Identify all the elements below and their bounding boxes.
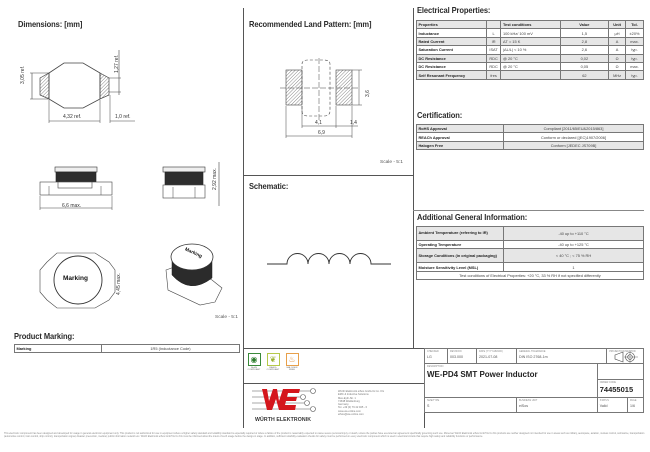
status-value: Valid <box>599 404 608 408</box>
address-line: 74638 Waldenburg <box>338 399 360 403</box>
table-row <box>417 37 644 45</box>
revision-value: 003.000 <box>450 355 463 359</box>
tolerance-label: GENERAL TOLERANCE <box>519 350 546 353</box>
inductor-symbol <box>265 244 395 266</box>
wurth-logo-icon <box>252 386 322 416</box>
product-marking-title: Product Marking: <box>14 332 75 341</box>
globe-icon: ◉ <box>248 353 261 366</box>
cell-symbol: fres <box>486 71 501 79</box>
dimensions-scale: Scale - 5:1 <box>215 315 238 320</box>
schematic-title: Schematic: <box>249 182 289 191</box>
marking-3d-label: Marking <box>183 247 203 260</box>
cell-property: Saturation Current <box>417 46 487 54</box>
address-line: www.we-online.com <box>338 409 361 413</box>
business-unit-label: BUSINESS UNIT <box>519 399 538 402</box>
badge-label: HALOGEN FREE <box>286 367 298 371</box>
certification-table <box>416 124 644 150</box>
status-label: STATUS <box>599 399 609 402</box>
table-row <box>417 249 644 263</box>
table-row <box>417 241 644 249</box>
cell-tol: ±20% <box>626 29 644 37</box>
certification-title: Certification: <box>417 111 463 120</box>
land-total-label: 6,9 <box>318 130 325 136</box>
table-row <box>417 263 644 271</box>
company-logo-text: WÜRTH ELEKTRONIK <box>255 417 312 423</box>
additional-divider <box>413 210 644 211</box>
header-unit: Unit <box>609 21 626 29</box>
table-row <box>417 227 644 241</box>
cell-marking-label: Marking <box>15 345 102 353</box>
size-cell <box>425 398 517 413</box>
checked-cell <box>425 349 448 364</box>
title-block <box>424 348 644 413</box>
table-row <box>417 54 644 62</box>
table-row <box>417 125 644 133</box>
size-label: SIZE/TYPE <box>427 399 440 402</box>
cell-tol: typ. <box>626 71 644 79</box>
cell-value: 2,6 <box>560 46 609 54</box>
cell-tol: max. <box>626 37 644 45</box>
tolerance-cell <box>517 349 607 364</box>
cell-cert-name: REACh Approval <box>417 133 504 141</box>
land-pattern-title: Recommended Land Pattern: [mm] <box>249 20 372 29</box>
tolerance-value: DIN ISO 2768-1m <box>519 355 548 359</box>
header-tol: Tol. <box>626 21 644 29</box>
projection-label: PROJECTION METHOD <box>609 350 636 353</box>
dim-width-max: 4,45 max. <box>116 273 122 295</box>
cell-property: Inductance <box>417 29 487 37</box>
cell-symbol: L <box>486 29 501 37</box>
cell-tol: typ. <box>626 54 644 62</box>
dimensions-title: Dimensions: [mm] <box>18 20 83 29</box>
cell-unit: Ω <box>609 54 626 62</box>
address-line: Tel. +49 (0) 79 42 945 - 0 <box>338 406 368 410</box>
checked-label: CHECKED <box>427 350 439 353</box>
date-cell <box>477 349 517 364</box>
compliance-badges <box>246 353 300 371</box>
cell-info-name: Moisture Sensitivity Level (MSL) <box>417 263 504 271</box>
address-line: eiSos@we-online.com <box>338 413 364 417</box>
order-code-cell <box>597 380 643 398</box>
cell-value: 1,5 <box>560 29 609 37</box>
cell-tol: typ. <box>626 46 644 54</box>
size-value: S <box>427 404 430 408</box>
table-footnote-row <box>417 271 644 279</box>
cell-value: 2,8 <box>560 37 609 45</box>
order-code-label: ORDER CODE <box>599 381 616 384</box>
cell-marking-value: 1R5 (Inductance Code) <box>102 345 240 353</box>
revision-label: REVISION <box>450 350 462 353</box>
additional-table <box>416 226 644 280</box>
cell-unit: µH <box>609 29 626 37</box>
badge-label: REACh COMPLIANT <box>266 367 280 371</box>
table-header-row <box>417 21 644 29</box>
leaf-icon: ❦ <box>267 353 280 366</box>
cell-unit: A <box>609 46 626 54</box>
divider-right <box>413 8 414 348</box>
land-pattern-drawing <box>280 58 370 143</box>
cell-info-value: 1 <box>504 263 644 271</box>
electrical-title: Electrical Properties: <box>417 6 491 15</box>
description-value: WE-PD4 SMT Power Inductor <box>427 370 538 379</box>
header-properties: Properties <box>417 21 487 29</box>
cell-property: Rated Current <box>417 37 487 45</box>
table-row <box>417 29 644 37</box>
cell-symbol: ISAT <box>486 46 501 54</box>
header-test-conditions: Test conditions <box>501 21 560 29</box>
divider-schematic-top <box>243 175 414 176</box>
cell-info-name: Storage Conditions (in original packaging) <box>417 249 504 263</box>
product-marking-table <box>14 344 240 353</box>
projection-cell <box>607 349 644 364</box>
cell-symbol: RDC <box>486 62 501 70</box>
badge-halogen <box>284 353 300 371</box>
cell-symbol: RDC <box>486 54 501 62</box>
cell-cert-name: Halogen Free <box>417 141 504 149</box>
cell-property: DC Resistance <box>417 54 487 62</box>
dim-length-max: 6,6 max. <box>62 203 82 209</box>
dim-pad-height-ref: 1,27 ref. <box>114 54 120 73</box>
cell-unit: Ω <box>609 62 626 70</box>
header-value: Value <box>560 21 609 29</box>
flame-icon: ♨ <box>286 353 299 366</box>
table-row <box>417 71 644 79</box>
checked-value: LG <box>427 355 432 359</box>
cell-condition: @ 20 °C <box>501 54 560 62</box>
land-height-label: 3,6 <box>365 90 371 97</box>
title-block-row <box>425 349 644 364</box>
page-label: PAGE <box>630 399 637 402</box>
dimensions-3d-view-drawing <box>160 240 230 310</box>
page-value: 1/6 <box>630 404 635 408</box>
land-gap-label: 4,1 <box>315 120 322 126</box>
cell-property: DC Resistance <box>417 62 487 70</box>
cell-condition <box>501 71 560 79</box>
badge-rohs <box>246 353 262 371</box>
land-pad-label: 1,4 <box>350 120 357 126</box>
address-line: EMC & Inductive Solutions <box>338 393 369 397</box>
dim-height-ref: 3,05 ref. <box>20 65 26 84</box>
dim-height-max: 2,92 max. <box>212 168 218 190</box>
description-cell <box>425 364 598 398</box>
cell-value: 62 <box>560 71 609 79</box>
marking-top-label: Marking <box>63 275 88 282</box>
disclaimer-text: This electronic component has been designed and developed for usage in general electronic equipment only. This product is not authorized for use in equipment where a higher safety standard and reliability standard is especially required or where a failure of the product is reasonably expected to cause severe personal injury or death, unless the parties have executed an agreement specifically governing such use. Moreover Würth Elektronik eiSos GmbH & Co KG products are neither designed nor intended for use in areas such as military, aerospace, aviation, nuclear control, submarine, transportation (automotive control, train control, ship control), transportation signal, disaster prevention, medical, public information network etc. Würth Elektronik eiSos GmbH & Co KG must be informed about the intent of such usage before the design-in stage. In addition, sufficient reliability evaluation checks for safety must be performed on every electronic component which is used in electrical circuits that require high safety and reliability functions or performance. <box>4 432 645 439</box>
cell-cert-value: Conform [JEDEC JS709B] <box>504 141 644 149</box>
cell-symbol: IR <box>486 37 501 45</box>
logo-divider <box>243 383 425 384</box>
table-row <box>417 133 644 141</box>
cell-unit: MHz <box>609 71 626 79</box>
footnote: Test conditions of Electrical Properties: +20 °C, 33 % RH if not specified differently <box>417 271 644 279</box>
business-unit-cell <box>517 398 598 413</box>
electrical-table <box>416 20 644 80</box>
blank-cell <box>597 364 643 380</box>
dim-pad-width-ref: 1,0 ref. <box>115 114 131 120</box>
cell-unit: A <box>609 37 626 45</box>
cell-condition: @ 20 °C <box>501 62 560 70</box>
address-line: Würth Elektronik eiSos GmbH & Co. KG <box>338 390 385 393</box>
table-row <box>417 62 644 70</box>
table-row <box>417 46 644 54</box>
cell-value: 0,05 <box>560 62 609 70</box>
business-unit-value: eiSos <box>519 404 528 408</box>
cell-condition: |ΔL/L| < 10 % <box>501 46 560 54</box>
cell-condition: ΔT = 15 K <box>501 37 560 45</box>
cell-info-value: < 40 °C ; < 75 % RH <box>504 249 644 263</box>
cell-info-value: -40 up to +125 °C <box>504 241 644 249</box>
cell-cert-value: Conform or declared [(EC)1907/2006] <box>504 133 644 141</box>
order-code-value: 74455015 <box>599 385 634 394</box>
header-symbol <box>486 21 501 29</box>
date-value: 2021-07-08 <box>479 355 498 359</box>
dim-body-width-ref: 4,32 ref. <box>63 114 82 120</box>
cell-property: Self Resonant Frequency <box>417 71 487 79</box>
company-address <box>338 390 418 416</box>
title-block-row <box>425 364 644 380</box>
date-label: DATE (YYYY-MM-DD) <box>479 350 503 353</box>
land-pattern-scale: Scale - 5:1 <box>380 160 403 165</box>
table-row <box>417 141 644 149</box>
address-line: Max-Eyth-Str. 1 <box>338 396 356 400</box>
divider-left <box>243 8 244 428</box>
description-label: DESCRIPTION <box>427 365 444 368</box>
cell-info-name: Ambient Temperature (referring to IR) <box>417 227 504 241</box>
title-block-row <box>425 398 644 413</box>
cell-cert-name: RoHS Approval <box>417 125 504 133</box>
revision-cell <box>448 349 477 364</box>
cell-value: 0,02 <box>560 54 609 62</box>
table-row <box>15 345 240 353</box>
cell-info-name: Operating Temperature <box>417 241 504 249</box>
additional-title: Additional General Information: <box>417 213 528 222</box>
cell-tol: max. <box>626 62 644 70</box>
status-cell <box>597 398 627 413</box>
projection-symbol-icon <box>613 351 639 363</box>
page-cell <box>628 398 644 413</box>
address-line: Germany <box>338 403 349 407</box>
cell-info-value: -40 up to +110 °C <box>504 227 644 241</box>
cell-cert-value: Compliant [2011/65/EU&2015/863] <box>504 125 644 133</box>
badge-label: RoHS COMPLIANT <box>247 367 261 371</box>
badge-reach <box>265 353 281 371</box>
cell-condition: 100 kHz/ 100 mV <box>501 29 560 37</box>
